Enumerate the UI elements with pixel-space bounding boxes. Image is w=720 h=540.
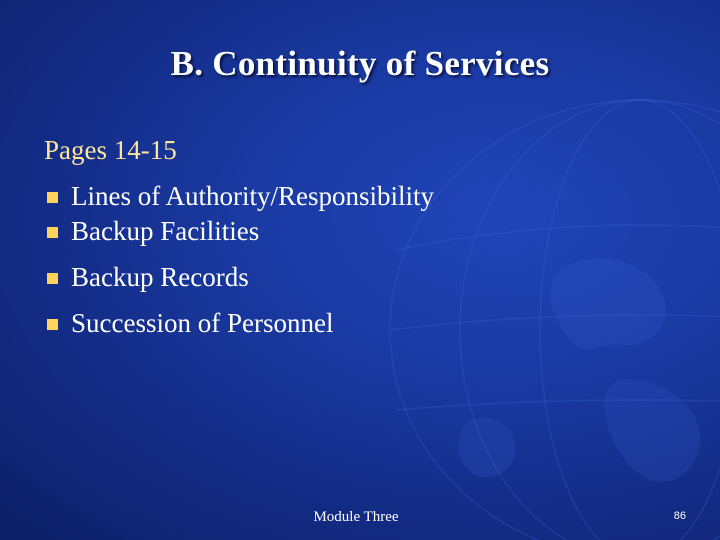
pages-reference: Pages 14-15 [44,135,177,165]
bullet-list [44,169,684,346]
bullet-label: Backup Records [71,262,249,292]
bullet-label: Lines of Authority/Responsibility [71,181,434,211]
square-bullet-icon [47,227,58,238]
bullet-label: Backup Facilities [71,216,260,246]
bullet-item-lines-of-authority [44,169,684,211]
square-bullet-icon [47,273,58,284]
slide-content [44,131,684,346]
slide-number: 86 [673,510,686,522]
bullet-item-backup-records [44,254,684,300]
bullet-item-backup-facilities [44,208,684,254]
footer-module-label: Module Three [313,509,399,525]
slide-title: B. Continuity of Services [170,44,550,83]
square-bullet-icon [47,319,58,330]
bullet-label: Succession of Personnel [71,308,334,338]
bullet-item-succession-of-personnel [44,300,684,346]
square-bullet-icon [47,192,58,203]
